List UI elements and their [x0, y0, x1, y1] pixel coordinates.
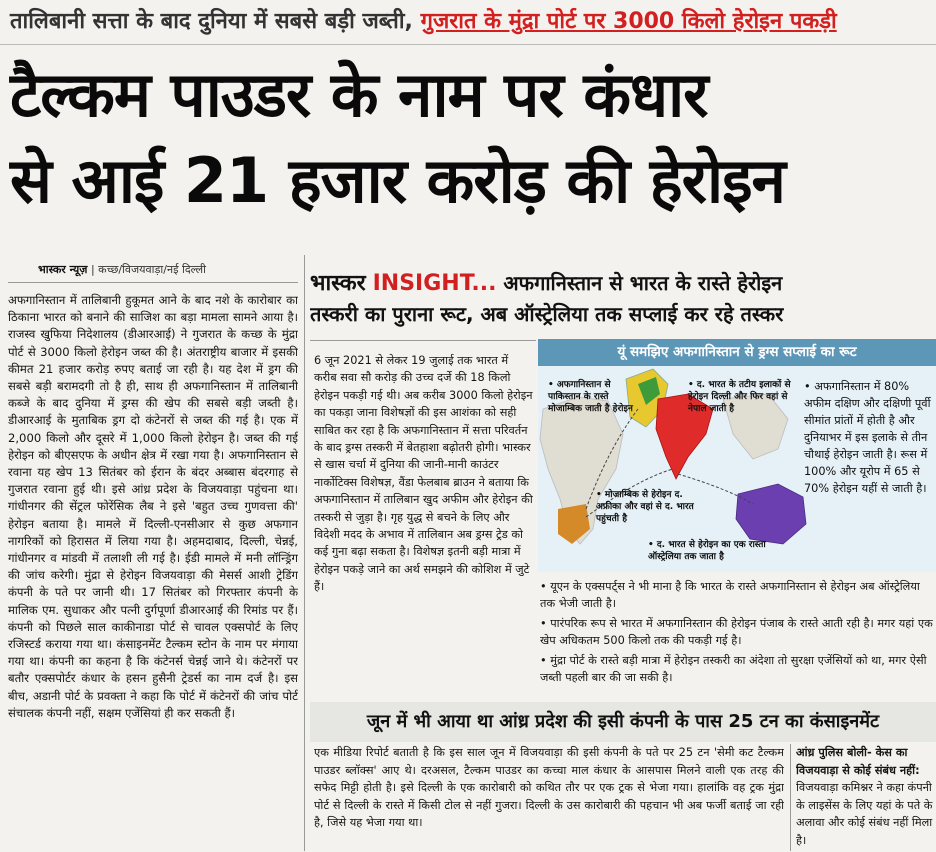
side-box	[796, 744, 936, 851]
side-box-text: विजयवाड़ा कमिश्नर ने कहा कंपनी के लाइसेंस के लिए यहां के पते के अलावा और कोई संबंध नहीं मिला है।	[796, 781, 933, 847]
secondary-headline: जून में भी आया था आंध्र प्रदेश की इसी कंपनी के पास 25 टन का कंसाइनमेंट	[310, 702, 936, 742]
kicker-divider	[0, 44, 936, 45]
insight-line2: तस्करी का पुराना रूट, अब ऑस्ट्रेलिया तक सप्लाई कर रहे तस्कर	[310, 302, 784, 326]
side-box-heading: आंध्र पुलिस बोली- केस का विजयवाड़ा से कोई संबंध नहीं:	[796, 746, 920, 777]
left-article: अफगानिस्तान में तालिबानी हुकूमत आने के बाद नशे के कारोबार का ठिकाना भारत को बनाने की साजिश का बड़ा मामला सामने आया है। राजस्व खुफिया निदेशालय (डीआरआई) ने गुजरात के कच्छ के मुंद्रा पोर्ट से 3000 किलो हेरोइन जब्त की है। अंतराष्ट्रीय बाजार में इसकी कीमत 21 हजार करोड़ रुपए बताई जा रही है। यह देश में ड्रग की सबसे बड़ी बरामदगी तो है ही, साथ ही अफगानिस्तान में तालिबानी कब्जे के बाद दुनिया में ड्रग्स की खेप की सबसे बड़ी जब्ती है। डीआरआई के मुताबिक ड्रग दो कंटेनरों से जब्त की गई है। एक में 2,000 किलो और दूसरे में 1,000 किलो हेरोइन है। जब्त की गई हेरोइन को बीएसएफ के अधीन क्षेत्र में रखा गया है। अफगानिस्तान से रवाना यह खेप 13 सितंबर को ईरान के बंदर अब्बास बंदरगाह से गुजरात रवाना हुई थी। इसे आंध्र प्रदेश के विजयवाड़ा पहुंचना था। गांधीनगर की सेंट्रल फोरेंसिक लैब ने इसे 'बहुत उच्च गुणवत्ता की' हेरोइन बताया है। मामले में दिल्ली-एनसीआर से कुछ अफगान नागरिकों को हिरासत में लिया गया है। अहमदाबाद, दिल्ली, चेन्नई, गांधीनगर व मांडवी में तलाशी ली गई है। ईडी मामले में मनी लॉन्ड्रिंग की जांच करेगी। मुंद्रा से हेरोइन विजयवाड़ा की मेसर्स आशी ट्रेडिंग कंपनी के पते पर जानी थी। 17 सितंबर को गिरफ्तार कंपनी के मालिक एम. सुधाकर और पत्नी दुर्गपूर्णा डीआरआई की रिमांड पर हैं। कंपनी को पिछले साल काकीनाडा पोर्ट से चावल एक्सपोर्ट के लिए रजिस्टर्ड कराया गया था। कंसाइनमेंट टैल्कम स्टोन के नाम पर मंगाया गया था। कंपनी का कहना है कि कंटेनर्स चेन्नई जाने थे। कंटेनरों पर बतौर एक्सपोर्टर कंधार के हसन हुसैनी ट्रेडर्स का नाम दर्ज है। इस बीच, अडानी पोर्ट के प्रवक्ता ने कहा कि पोर्ट में कंटेनरों की जांच पोर्ट संचालक कंपनी नहीं, सक्षम एजेंसियां ही कर सकती हैं।	[8, 293, 298, 720]
bullet-list	[540, 578, 936, 698]
bottom-divider	[790, 744, 791, 851]
bullet-item: • पारंपरिक रूप से भारत में अफगानिस्तान की हेरोइन पंजाब के रास्ते आती रही है। मगर यहां एक खेप अधिकतम 500 किलो तक की पकड़ी गई है।	[540, 616, 933, 648]
insight-body: 6 जून 2021 से लेकर 19 जुलाई तक भारत में करीब सवा सौ करोड़ की उच्च दर्जे की 18 किलो हेरोइन पकड़ी गई थी। अब करीब 3000 किलो हेरोइन का पकड़ा जाना विशेषज्ञों की इस आशंका को सही साबित कर रहा है कि अफगानिस्तान में सत्ता परिवर्तन के बाद ड्रग्स तस्करी में बेतहाशा बढ़ोतरी होगी। भास्कर से खास चर्चा में दुनिया की जानी-मानी काउंटर नार्कोटिक्स विशेषज्ञ, वैंडा फेलबाब ब्राउन ने बताया कि अफगानिस्तान में तालिबान खुद अफीम और हेरोइन की तस्करी से जुड़ा है। गृह युद्ध से बचने के लिए और विदेशी मदद के अभाव में तालिबान अब ड्रग्स ट्रेड को कई गुना बढ़ा सकता है। विशेषज्ञ इतनी बड़ी मात्रा में हेरोइन पकड़े जाने का अर्थ समझने की कोशिश में जुटे हैं।	[314, 354, 533, 594]
insight-divider	[310, 340, 536, 341]
insight-brand: भास्कर	[310, 271, 366, 296]
byline-source: भास्कर न्यूज़	[38, 263, 88, 276]
insight-heading	[310, 268, 936, 338]
column-divider	[304, 255, 305, 851]
map-label-1: • अफगानिस्तान से पाकिस्तान के रास्ते मोजाम्बिक जाती है हेरोइन	[548, 380, 633, 414]
map-label-4: • द. भारत से हेरोइन का एक रास्ता ऑस्ट्रेलिया तक जाता है	[648, 540, 766, 562]
kicker-part1: तालिबानी सत्ता के बाद दुनिया में सबसे बड़ी जब्ती,	[10, 9, 413, 34]
insight-line1: अफगानिस्तान से भारत के रास्ते हेरोइन	[503, 271, 783, 295]
headline-line1: टैल्कम पाउडर के नाम पर कंधार	[10, 58, 708, 131]
bullet-item: • मुंद्रा पोर्ट के रास्ते बड़ी मात्रा में हेरोइन तस्करी का अंदेशा तो सुरक्षा एजेंसियों को था, मगर ऐसी जब्ती पहली बार की जा सकी है।	[540, 653, 927, 685]
map-label-2: • द. भारत के तटीय इलाकों से हेरोइन दिल्ली और फिर वहां से नेपाल जाती है	[688, 380, 791, 414]
bottom-article: एक मीडिया रिपोर्ट बताती है कि इस साल जून में विजयवाड़ा की इसी कंपनी के पते पर 25 टन 'सेमी कट टैल्कम पाउडर ब्लॉक्स' आए थे। दरअसल, टैल्कम पाउडर का कच्चा माल कंधार के आसपास मिलने वाली एक तरह की सफेद मिट्टी होती है। इसे दिल्ली के एक कारोबारी को कथित तौर पर एक ट्रक से भेजा गया। हालांकि वह ट्रक मुंद्रा पोर्ट से दिल्ली के रास्ते में किसी टोल से नहीं गुजरा। दिल्ली के उस कारोबारी की पहचान भी अब फर्जी बताई जा रही है, जिसे यह भेजा गया था।	[314, 746, 784, 830]
kicker	[0, 0, 936, 44]
byline	[38, 262, 206, 277]
map-label-3: • मोजाम्बिक से हेरोइन द. अफ्रीका और वहां से द. भारत पहुंचती है	[596, 490, 694, 524]
map-title: यूं समझिए अफगानिस्तान से ड्रग्स सप्लाई का रूट	[538, 339, 936, 366]
byline-places: | कच्छ/विजयवाड़ा/नई दिल्ली	[90, 263, 206, 276]
headline-line2: से आई 21 हजार करोड़ की हेरोइन	[10, 144, 785, 217]
insight-tag: INSIGHT...	[372, 271, 497, 296]
map-note: • अफगानिस्तान में 80% अफीम दक्षिण और दक्षिणी पूर्वी सीमांत प्रांतों में होती है और दुनियाभर में इस इलाके से तीन चौथाई हेरोइन जाती है। रूस में 100% और यूरोप में 65 से 70% हेरोइन यहीं से जाती है।	[804, 380, 931, 495]
kicker-part2: गुजरात के मुंद्रा पोर्ट पर 3000 किलो हेरोइन पकड़ी	[420, 9, 837, 34]
headline	[0, 52, 936, 224]
byline-divider	[8, 282, 298, 283]
bullet-item: • यूएन के एक्सपर्ट्स ने भी माना है कि भारत के रास्ते अफगानिस्तान से हेरोइन अब ऑस्ट्रेलिया तक भेजी जाती है।	[540, 580, 920, 611]
